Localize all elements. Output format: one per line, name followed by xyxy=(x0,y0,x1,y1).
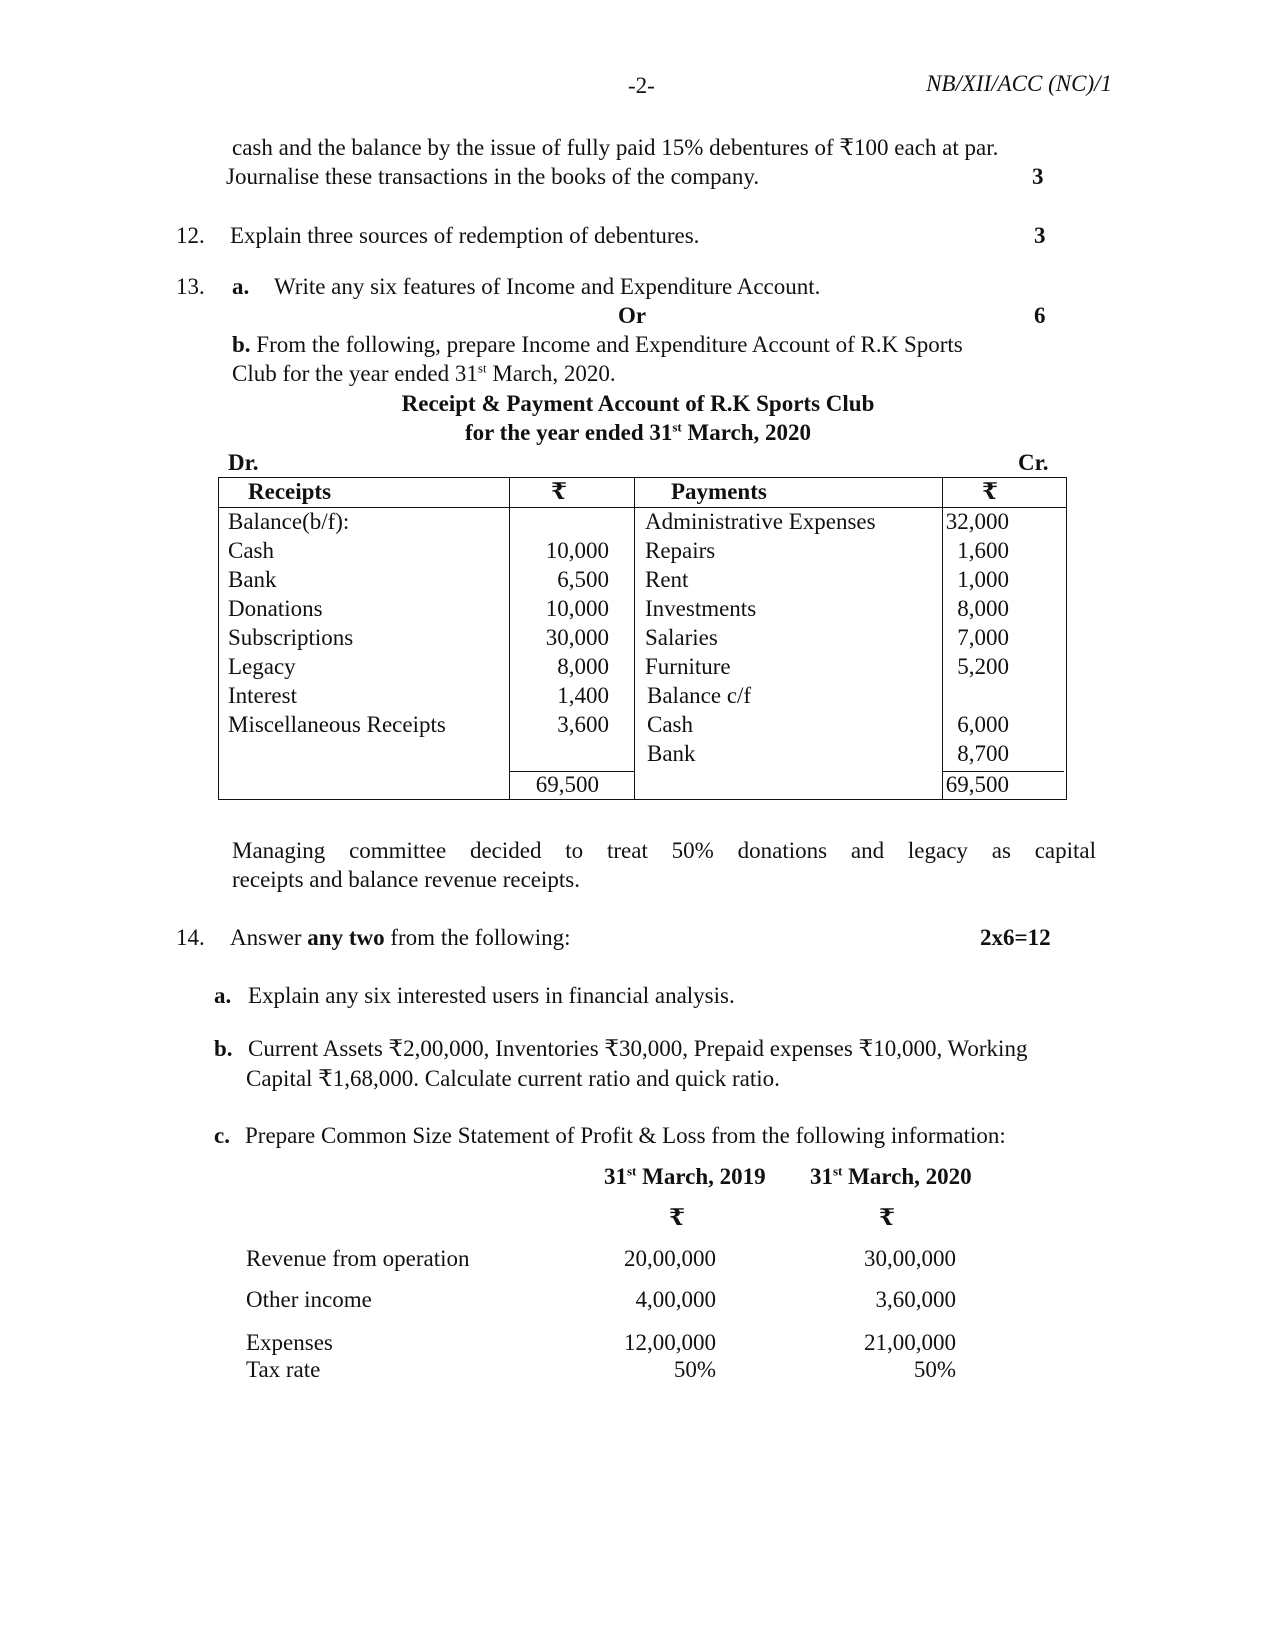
q14-part-b-label: b. xyxy=(214,1036,233,1061)
receipt-amount: 30,000 xyxy=(545,625,609,650)
payment-amount: 1,000 xyxy=(957,567,1009,592)
q14-part-c-label: c. xyxy=(214,1123,230,1148)
payment-label: Balance c/f xyxy=(647,683,752,708)
payment-amount: 5,200 xyxy=(957,654,1009,679)
cs-column-2020-day: 31 xyxy=(810,1164,833,1189)
receipts-total: 69,500 xyxy=(535,772,599,797)
cs-row-value-2019: 4,00,000 xyxy=(635,1287,716,1312)
cs-column-2019-text: March, 2019 xyxy=(636,1164,766,1189)
receipts-header: Receipts xyxy=(248,479,332,504)
receipt-label: Legacy xyxy=(228,654,296,679)
q13-part-b-text: From the following, prepare Income and Expenditure Account of R.K Sports xyxy=(256,332,963,357)
q14-part-c-text: Prepare Common Size Statement of Profit & Loss from the following information: xyxy=(245,1123,1006,1148)
cs-row-value-2019: 20,00,000 xyxy=(624,1246,716,1271)
ledger-title-line2-text: for the year ended 31 xyxy=(464,420,673,445)
cs-row-label: Tax rate xyxy=(246,1357,321,1382)
q14-marks: 2x6=12 xyxy=(980,925,1051,950)
receipt-label: Bank xyxy=(228,567,277,592)
receipt-label: Interest xyxy=(228,683,297,708)
q13-marks: 6 xyxy=(1034,303,1046,328)
receipt-label: Donations xyxy=(228,596,323,621)
receipt-amount: 10,000 xyxy=(545,596,609,621)
payment-label: Salaries xyxy=(645,625,718,650)
q13-note-line2: receipts and balance revenue receipts. xyxy=(232,867,580,892)
q14-part-a-label: a. xyxy=(214,983,232,1008)
q13-part-a-text: Write any six features of Income and Expenditure Account. xyxy=(274,274,821,299)
q14-part-b-line1: Current Assets ₹2,00,000, Inventories ₹30,000, Prepaid expenses ₹10,000, Working xyxy=(248,1036,1028,1061)
q13-part-b-line2 xyxy=(232,360,616,388)
cs-row-value-2020: 50% xyxy=(913,1357,956,1382)
payment-label: Rent xyxy=(645,567,689,592)
receipt-label: Balance(b/f): xyxy=(228,509,350,534)
cs-currency-2020: ₹ xyxy=(879,1205,896,1230)
q13-number: 13. xyxy=(176,274,205,299)
q12-number: 12. xyxy=(176,223,205,248)
cs-row-label: Expenses xyxy=(246,1330,333,1355)
q13-part-b-line2-sup: st xyxy=(477,360,487,376)
payment-label: Investments xyxy=(645,596,757,621)
q14-part-a-text: Explain any six interested users in financial analysis. xyxy=(248,983,735,1008)
receipt-amount: 3,600 xyxy=(557,712,609,737)
q14-text-pre: Answer xyxy=(230,925,308,950)
cs-column-2020-sup: st xyxy=(833,1163,843,1179)
receipt-amount: 8,000 xyxy=(557,654,609,679)
receipt-amount: 6,500 xyxy=(557,567,609,592)
cr-label: Cr. xyxy=(1018,450,1049,475)
payment-label: Administrative Expenses xyxy=(645,509,876,534)
q12-text: Explain three sources of redemption of debentures. xyxy=(230,223,700,248)
ledger-title-line2-tail: March, 2020 xyxy=(681,420,812,445)
payments-amount-header: ₹ xyxy=(982,479,999,504)
page-number: -2- xyxy=(628,73,655,98)
receipt-amount: 10,000 xyxy=(545,538,609,563)
payment-amount: 7,000 xyxy=(957,625,1009,650)
cs-row-value-2019: 12,00,000 xyxy=(624,1330,716,1355)
q12-marks: 3 xyxy=(1034,223,1046,248)
cs-currency-2019: ₹ xyxy=(669,1205,686,1230)
payment-label: Furniture xyxy=(645,654,731,679)
q13-part-b-label: b. xyxy=(232,332,251,357)
receipt-label: Cash xyxy=(228,538,274,563)
cs-row-label: Revenue from operation xyxy=(246,1246,470,1271)
q13-note-line1: Managing committee decided to treat 50% donations and legacy as capital xyxy=(232,838,1096,863)
q14-part-b-line2: Capital ₹1,68,000. Calculate current ratio and quick ratio. xyxy=(246,1066,780,1091)
cs-row-value-2020: 30,00,000 xyxy=(864,1246,956,1271)
ledger-title-line1: Receipt & Payment Account of R.K Sports Club xyxy=(401,391,875,416)
cs-column-2020 xyxy=(810,1163,972,1191)
payment-amount: 1,600 xyxy=(957,538,1009,563)
q14-number: 14. xyxy=(176,925,205,950)
ledger-title-line2 xyxy=(318,419,958,447)
payment-amount: 8,000 xyxy=(957,596,1009,621)
q13-part-b-line2-text: Club for the year ended 31 xyxy=(232,361,478,386)
payment-label: Bank xyxy=(647,741,696,766)
q11-marks: 3 xyxy=(1032,164,1044,189)
paper-code: NB/XII/ACC (NC)/1 xyxy=(926,71,1112,96)
q11-line2: Journalise these transactions in the books of the company. xyxy=(226,164,760,189)
payments-total: 69,500 xyxy=(945,772,1009,797)
q13-or-label: Or xyxy=(618,303,647,328)
receipt-label: Subscriptions xyxy=(228,625,354,650)
payment-amount: 8,700 xyxy=(957,741,1009,766)
payment-label: Cash xyxy=(647,712,693,737)
q13-part-b-line2-tail: March, 2020. xyxy=(486,361,616,386)
q14-text xyxy=(230,924,571,952)
cs-column-2019-day: 31 xyxy=(604,1164,627,1189)
payments-header: Payments xyxy=(671,479,767,504)
cs-column-2019 xyxy=(604,1163,766,1191)
receipt-label: Miscellaneous Receipts xyxy=(228,712,446,737)
cs-row-value-2019: 50% xyxy=(673,1357,716,1382)
payment-label: Repairs xyxy=(645,538,716,563)
q13-part-a-label: a. xyxy=(232,274,250,299)
cs-column-2020-text: March, 2020 xyxy=(842,1164,972,1189)
q13-part-b-line1 xyxy=(232,331,963,359)
cs-row-label: Other income xyxy=(246,1287,372,1312)
receipt-payment-ledger xyxy=(218,477,1067,800)
ledger-title-line2-sup: st xyxy=(672,419,682,435)
dr-label: Dr. xyxy=(228,450,259,475)
payment-amount: 6,000 xyxy=(957,712,1009,737)
q14-text-post: from the following: xyxy=(384,925,571,950)
cs-column-2019-sup: st xyxy=(627,1163,637,1179)
cs-row-value-2020: 3,60,000 xyxy=(875,1287,956,1312)
cs-row-value-2020: 21,00,000 xyxy=(864,1330,956,1355)
receipts-amount-header: ₹ xyxy=(551,479,568,504)
q14-text-bold: any two xyxy=(307,925,385,950)
receipt-amount: 1,400 xyxy=(557,683,609,708)
payment-amount: 32,000 xyxy=(945,509,1009,534)
q11-line1: cash and the balance by the issue of fully paid 15% debentures of ₹100 each at par. xyxy=(232,135,999,160)
ledger-divider xyxy=(634,478,635,799)
